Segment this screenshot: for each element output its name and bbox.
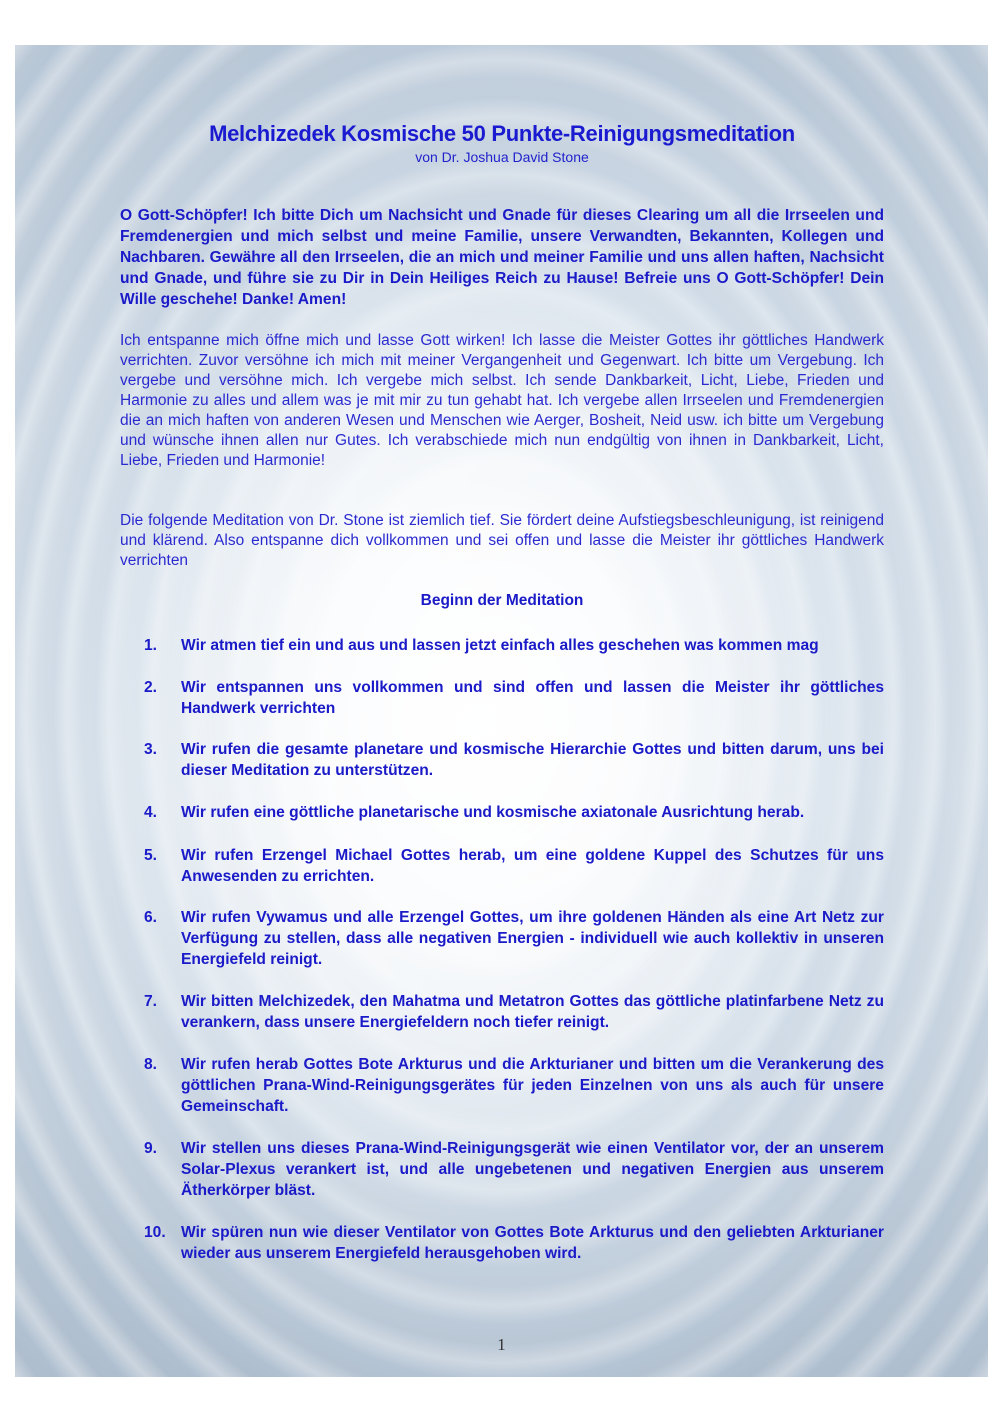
paragraph-forgiveness: Ich entspanne mich öffne mich und lasse Gott wirken! Ich lasse die Meister Gottes ihr göttliches Handwerk verrichten. Zuvor versöhne ich mich mit meiner Vergangenheit und Gegenwart. Ich bitte um Vergebung. Ich vergebe und versöhne mich. Ich vergebe mich selbst. Ich sende Dankbarkeit, Licht, Liebe, Frieden und Harmonie zu alles und allem was je mit mir zu tun gehabt hat. Ich vergebe allen Irrseelen und Fremdenergien die an mich haften von anderen Wesen und Menschen wie Aerger, Bosheit, Neid usw. ich bitte um Vergebung und wünsche ihnen allen nur Gutes. Ich verabschiede mich nun endgültig von ihnen in Dankbarkeit, Licht, Liebe, Frieden und Harmonie! — [120, 332, 884, 469]
step-number: 8. — [144, 1056, 158, 1073]
step-text: Wir rufen Vywamus und alle Erzengel Gottes, um ihre goldenen Händen als eine Art Netz zur Verfügung zu stellen, dass alle negativen Energien - individuell wie auch kollektiv in unseren Energiefeld reinigt. — [181, 909, 884, 968]
step-number: 7. — [144, 993, 158, 1010]
step-text: Wir stellen uns dieses Prana-Wind-Reinigungsgerät wie einen Ventilator vor, der an unserem Solar-Plexus verankert ist, und alle ungebetenen und negativen Energien aus unserem Ätherkörper bläst. — [181, 1140, 884, 1199]
section-heading: Beginn der Meditation — [420, 592, 584, 609]
step-number: 2. — [144, 679, 158, 696]
document-page — [15, 45, 988, 1377]
step-text: Wir rufen Erzengel Michael Gottes herab, um eine goldene Kuppel des Schutzes für uns Anwesenden zu errichten. — [181, 847, 884, 885]
step-text: Wir rufen die gesamte planetare und kosmische Hierarchie Gottes und bitten darum, uns bei dieser Meditation zu unterstützen. — [181, 741, 884, 779]
step-text: Wir atmen tief ein und aus und lassen jetzt einfach alles geschehen was kommen mag — [181, 637, 819, 654]
step-number: 3. — [144, 741, 158, 758]
step-text: Wir spüren nun wie dieser Ventilator von Gottes Bote Arkturus und den geliebten Arkturianer wieder aus unserem Energiefeld herausgehoben wird. — [181, 1224, 884, 1262]
step-text: Wir rufen herab Gottes Bote Arkturus und die Arkturianer und bitten um die Verankerung des göttlichen Prana-Wind-Reinigungsgerätes für jeden Einzelnen von uns als auch für unsere Gemeinschaft. — [181, 1056, 884, 1115]
page-number: 1 — [497, 1335, 506, 1354]
step-number: 10. — [144, 1224, 166, 1241]
paragraph-introduction: Die folgende Meditation von Dr. Stone ist ziemlich tief. Sie fördert deine Aufstiegsbeschleunigung, ist reinigend und klärend. Also entspanne dich vollkommen und sei offen und lasse die Meister ihr göttliches Handwerk verrichten — [120, 512, 884, 569]
step-number: 1. — [144, 637, 158, 654]
document-title: Melchizedek Kosmische 50 Punkte-Reinigungsmeditation — [209, 121, 795, 146]
step-number: 6. — [144, 909, 158, 926]
step-number: 5. — [144, 847, 158, 864]
step-text: Wir rufen eine göttliche planetarische und kosmische axiatonale Ausrichtung herab. — [181, 804, 805, 821]
document-author: von Dr. Joshua David Stone — [415, 149, 589, 165]
step-text: Wir bitten Melchizedek, den Mahatma und Metatron Gottes das göttliche platinfarbene Netz zu verankern, dass unsere Energiefeldern noch tiefer reinigt. — [181, 993, 884, 1031]
step-text: Wir entspannen uns vollkommen und sind offen und lassen die Meister ihr göttliches Handwerk verrichten — [181, 679, 884, 717]
step-number: 4. — [144, 804, 158, 821]
intro-prayer: O Gott-Schöpfer! Ich bitte Dich um Nachsicht und Gnade für dieses Clearing um all die Irrseelen und Fremdenergien und mich selbst und meine Familie, unsere Verwandten, Bekannten, Kollegen und Nachbaren. Gewähre all den Irrseelen, die an mich und meiner Familie und uns allen haften, Nachsicht und Gnade, und führe sie zu Dir in Dein Heiliges Reich zu Hause! Befreie uns O Gott-Schöpfer! Dein Wille geschehe! Danke! Amen! — [120, 207, 884, 308]
step-number: 9. — [144, 1140, 158, 1157]
